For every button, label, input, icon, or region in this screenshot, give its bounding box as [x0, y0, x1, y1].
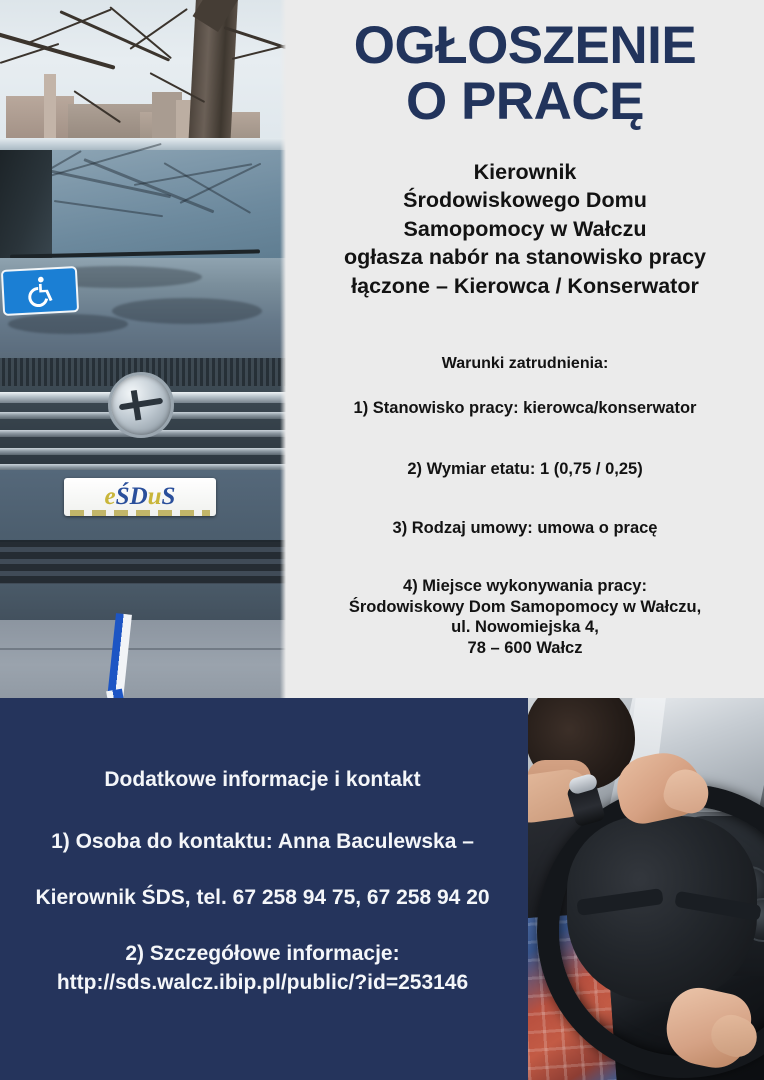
contact-heading: Dodatkowe informacje i kontakt	[104, 768, 421, 791]
wheelchair-accessibility-sticker	[1, 266, 79, 316]
wheelchair-icon	[22, 273, 58, 309]
opel-badge-icon	[108, 372, 174, 438]
condition-4-line-2: Środowiskowy Dom Samopomocy w Wałczu,	[348, 597, 702, 616]
license-plate-sponsor-strip	[70, 510, 210, 516]
subtitle-line-5: łączone – Kierowca / Konserwator	[351, 273, 699, 298]
condition-item-3: 3) Rodzaj umowy: umowa o pracę	[392, 519, 658, 537]
job-subtitle	[286, 158, 764, 300]
details-heading: 2) Szczegółowe informacje:	[125, 942, 400, 965]
a-pillar	[0, 150, 52, 262]
license-plate-text: eŚDuS	[104, 482, 176, 510]
bumper-lower	[0, 584, 286, 622]
subtitle-line-3: Samopomocy w Wałczu	[403, 216, 647, 241]
title-line-1: OGŁOSZENIE	[353, 16, 697, 75]
bottom-section	[0, 698, 764, 1080]
subtitle-line-1: Kierownik	[473, 160, 577, 184]
car-photo	[0, 0, 286, 698]
photo-left-edge	[525, 698, 528, 1080]
title-line-2: O PRACĘ	[406, 71, 644, 131]
condition-4-line-4: 78 – 600 Wałcz	[467, 638, 583, 657]
top-text-column	[286, 0, 764, 698]
contact-panel	[0, 698, 525, 1080]
conditions-heading: Warunki zatrudnienia:	[441, 355, 609, 372]
condition-item-1: 1) Stanowisko pracy: kierowca/konserwator	[353, 399, 697, 417]
page-title	[286, 18, 764, 129]
condition-4-line-1: 4) Miejsce wykonywania pracy:	[403, 577, 647, 595]
condition-4-line-3: ul. Nowomiejska 4,	[451, 618, 599, 637]
subtitle-line-4: ogłasza nabór na stanowisko pracy	[343, 245, 707, 270]
condition-item-2: 2) Wymiar etatu: 1 (0,75 / 0,25)	[407, 460, 643, 478]
contact-person-line: 1) Osoba do kontaktu: Anna Baculewska –	[51, 830, 474, 853]
ground-pavement	[0, 620, 286, 698]
contact-phone-line: Kierownik ŚDS, tel. 67 258 94 75, 67 258 94 20	[35, 886, 490, 909]
driver-photo	[525, 698, 764, 1080]
subtitle-line-2: Środowiskowego Domu	[403, 188, 647, 213]
condition-item-4	[286, 576, 764, 659]
details-url[interactable]: http://sds.walcz.ibip.pl/public/?id=253146	[56, 971, 469, 994]
lower-grille	[0, 540, 286, 584]
